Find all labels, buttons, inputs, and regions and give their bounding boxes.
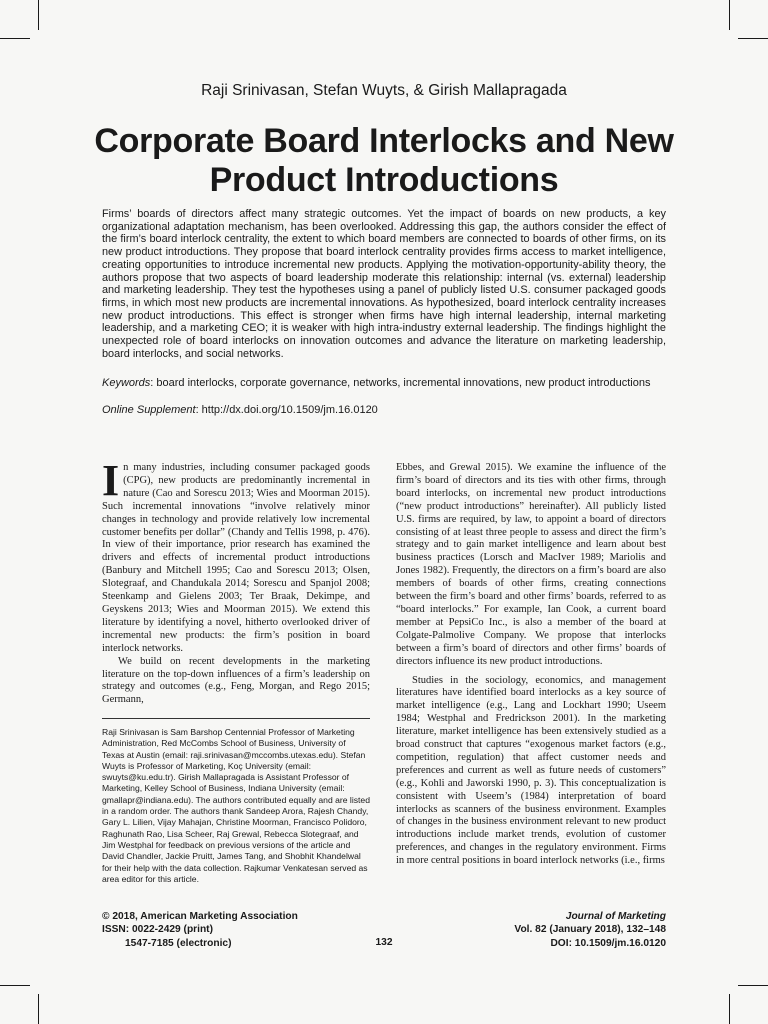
body-paragraph: We build on recent developments in the marketing literature on the top-down influences of a firm’s leadership on strategy and outcomes (e.g., Feng, Morgan, and Rego 2015; Germann, xyxy=(102,655,370,706)
body-column-right xyxy=(396,462,666,868)
footer-journal-block xyxy=(466,910,666,950)
keywords-text: : board interlocks, corporate governance, networks, incremental innovations, new product introductions xyxy=(150,377,651,389)
page-number: 132 xyxy=(375,937,393,948)
footnote-divider xyxy=(102,718,370,719)
volume-info: Vol. 82 (January 2018), 132–148 xyxy=(514,924,666,936)
crop-mark xyxy=(0,38,30,39)
crop-mark xyxy=(38,0,39,30)
keywords-line xyxy=(102,377,702,390)
body-paragraph: Studies in the sociology, economics, and management literatures have identified board interlocks as a key source of market intelligence (e.g., Lang and Lockhart 1990; Useem 1984; Westphal and Fredrickson 2001). In the marketing literature, market intelligence has been extensively studied as a broad construct that captures “exogenous market factors (e.g., competition, regulation) that affect customer needs and preferences and current as well as future needs of customers” (e.g., Kohli and Jaworski 1990, p. 3). This conceptualization is consistent with Useem’s (1984) interpretation of board interlocks as scanners of the business environment. Examples of changes in the business environment relevant to new product introductions include market trends, evolution of customer preferences, and changes in the regulatory environment. Firms in more central positions in board interlock networks (i.e., firms xyxy=(396,674,666,867)
crop-mark xyxy=(738,38,768,39)
body-text: n many industries, including consumer packaged goods (CPG), new products are predominantly incremental in nature (Cao and Sorescu 2013; Wies and Moorman 2015). Such incremental innovations “involve relatively minor changes in technology and provide relatively low incremental customer benefits per dollar” (Chandy and Tellis 1998, p. 476). In view of their importance, prior research has examined the drivers and effects of incremental product introductions (Banbury and Mitchell 1995; Cao and Sorescu 2013; Olsen, Slotegraaf, and Chandukala 2014; Sorescu and Spanjol 2008; Steenkamp and Gielens 2003; Ter Braak, Dekimpe, and Geyskens 2013; Wies and Moorman 2015). We extend this literature by identifying a novel, hitherto overlooked driver of incremental new products: the firm’s position in board interlock networks. xyxy=(102,462,370,654)
abstract: Firms’ boards of directors affect many strategic outcomes. Yet the impact of boards on new products, a key organizational adaptation mechanism, has been overlooked. Addressing this gap, the authors consider the effect of the firm’s board interlock centrality, the extent to which board members are connected to boards of other firms, on its new product introductions. They propose that board interlock centrality provides firms access to market intelligence, creating opportunities to introduce incremental new products. Applying the motivation-opportunity-ability theory, the authors propose that two aspects of board leadership moderate this relationship: internal (vs. external) leadership and marketing leadership. They test the hypotheses using a panel of publicly listed U.S. consumer packaged goods firms, in which most new products are incremental innovations. As hypothesized, board interlock centrality increases new product introductions. This effect is stronger when firms have high internal leadership, internal marketing leadership, and a marketing CEO; it is weaker with high intra-industry external leadership. The findings highlight the unexpected role of board interlocks on innovation outcomes and advance the literature on marketing leadership, board interlocks, and social networks. xyxy=(102,208,666,360)
footer-copyright-block xyxy=(102,910,362,950)
crop-mark xyxy=(38,994,39,1024)
author-list: Raji Srinivasan, Stefan Wuyts, & Girish Mallapragada xyxy=(201,82,567,99)
supplement-link[interactable]: : http://dx.doi.org/10.1509/jm.16.0120 xyxy=(195,404,378,416)
crop-mark xyxy=(729,0,730,30)
author-footnote: Raji Srinivasan is Sam Barshop Centennial Professor of Marketing Administration, Red McCombs School of Business, University of Texas at Austin (email: raji.srinivasan@mccombs.utexas.edu). Stefan Wuyts is Professor of Marketing, Koç University (email: swuyts@ku.edu.tr). Girish Mallapragada is Assistant Professor of Marketing, Kelley School of Business, Indiana University (email: gmallapr@indiana.edu). The authors contributed equally and are listed in a random order. The authors thank Sandeep Arora, Rajesh Chandy, Gary L. Lilien, Vijay Mahajan, Christine Moorman, Francisco Polidoro, Raghunath Rao, Lisa Scheer, Raj Grewal, Rebecca Slotegraaf, and Jim Westphal for feedback on previous versions of the article and David Chandler, Jackie Pruitt, James Tang, and Shobhit Khandelwal for their help with the data collection. Rajkumar Venkatesan served as area editor for this article. xyxy=(102,727,370,884)
supplement-label: Online Supplement xyxy=(102,404,196,416)
crop-mark xyxy=(738,985,768,986)
body-paragraph: Ebbes, and Grewal 2015). We examine the influence of the firm’s board of directors and its ties with other firms, through board interlocks, on incremental new product introductions (“new product introductions” hereinafter). All publicly listed U.S. firms are required, by law, to appoint a board of directors consisting of at least three people to assess and direct the firm’s strategy and to gain market intelligence and learn about best business practices (Lorsch and MacIver 1989; Mariolis and Jones 1982). Frequently, the directors on a firm’s board are also members of boards of other firms, creating connections between the firm’s board and other firms’ boards, referred to as “board interlocks.” For example, Ian Cook, a current board member at PepsiCo Inc., is also a member of the board at Colgate-Palmolive Company. We propose that interlocks between a firm’s board of directors and other firms’ boards of directors influence its new product introductions. xyxy=(396,462,666,667)
drop-cap: I xyxy=(102,456,120,505)
issn-electronic: 1547-7185 (electronic) xyxy=(125,937,232,949)
keywords-label: Keywords xyxy=(102,377,151,389)
doi: DOI: 10.1509/jm.16.0120 xyxy=(550,937,666,949)
copyright: © 2018, American Marketing Association xyxy=(102,911,298,922)
body-column-left xyxy=(102,456,370,707)
journal-name: Journal of Marketing xyxy=(565,911,666,922)
article-title: Corporate Board Interlocks and New Product Introductions xyxy=(94,122,674,199)
supplement-line xyxy=(102,404,702,417)
crop-mark xyxy=(0,985,30,986)
body-paragraph xyxy=(102,456,370,656)
crop-mark xyxy=(729,994,730,1024)
issn-print: ISSN: 0022-2429 (print) xyxy=(102,924,213,936)
